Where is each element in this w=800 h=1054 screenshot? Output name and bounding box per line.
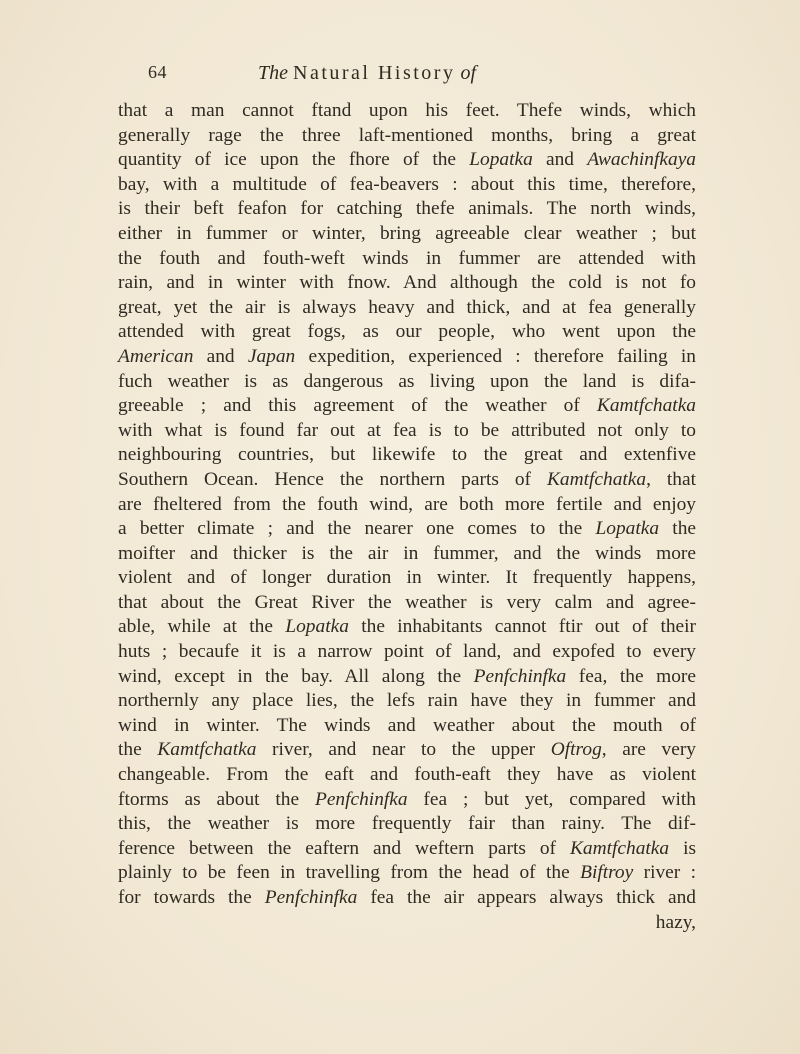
text-segment: is their beft feafon for catching thefe animals. The north winds, xyxy=(118,198,696,220)
text-line xyxy=(118,222,696,247)
text-line xyxy=(118,394,696,419)
running-head-the: The xyxy=(258,62,288,84)
text-segment: for towards the xyxy=(118,887,265,908)
text-segment: fea the air appears always thick and xyxy=(357,887,697,908)
text-segment: generally rage the three laft-mentioned months, bring a great xyxy=(118,124,696,146)
text-segment: northernly any place lies, the lefs rain have they in fummer and xyxy=(118,690,696,712)
text-segment: a better climate ; and the nearer one comes to the xyxy=(118,518,596,540)
text-line xyxy=(118,493,696,518)
text-line xyxy=(118,99,696,124)
text-segment: hazy, xyxy=(655,911,696,933)
running-head-of: of xyxy=(460,62,477,84)
text-line xyxy=(118,886,696,911)
text-segment: , are very xyxy=(601,739,696,761)
text-line xyxy=(118,320,696,345)
text-line xyxy=(118,812,696,837)
text-line xyxy=(118,714,696,739)
text-line xyxy=(118,615,696,640)
text-line xyxy=(118,197,696,222)
text-segment: the xyxy=(118,739,158,761)
text-segment: fuch weather is as dangerous as living upon the land is difa- xyxy=(118,370,696,392)
italic-term: Penfchinfka xyxy=(314,788,408,810)
text-segment: fea, the more xyxy=(566,665,696,687)
body-text xyxy=(118,99,696,935)
text-segment: river, and near to the upper xyxy=(256,739,551,761)
text-segment: and xyxy=(193,345,248,367)
italic-term: Awachinfkaya xyxy=(587,149,696,171)
text-line xyxy=(118,443,696,468)
text-line xyxy=(118,148,696,173)
text-segment: this, the weather is more frequently fair than rainy. The dif- xyxy=(118,813,696,835)
text-segment: able, while at the xyxy=(118,616,286,638)
text-segment: fea ; but yet, compared with xyxy=(407,788,696,810)
text-segment: Southern Ocean. Hence the northern parts of xyxy=(118,468,547,490)
text-line xyxy=(118,271,696,296)
text-segment: wind in winter. The winds and weather about the mouth of xyxy=(118,714,696,736)
text-segment: the xyxy=(659,518,696,540)
text-line xyxy=(118,345,696,370)
italic-term: Biftroy xyxy=(580,862,634,884)
text-segment: either in fummer or winter, bring agreeable clear weather ; but xyxy=(118,222,696,244)
text-segment: violent and of longer duration in winter. It frequently happens, xyxy=(118,567,696,589)
text-line xyxy=(118,566,696,591)
text-segment: the fouth and fouth-weft winds in fummer are attended with xyxy=(118,247,696,269)
text-segment: rain, and in winter with fnow. And although the cold is not fo xyxy=(118,272,696,294)
italic-term: Kamtfchatka xyxy=(157,739,257,761)
italic-term: Japan xyxy=(247,345,296,367)
text-segment: neighbouring countries, but likewife to the great and extenfive xyxy=(118,444,696,466)
text-line xyxy=(118,124,696,149)
text-segment: river : xyxy=(633,862,697,884)
text-line xyxy=(118,911,696,936)
italic-term: Kamtfchatka xyxy=(547,468,647,490)
text-segment: are fheltered from the fouth wind, are both more fertile and enjoy xyxy=(118,493,696,515)
running-head xyxy=(258,62,476,85)
text-segment: plainly to be feen in travelling from the head of the xyxy=(118,862,581,884)
text-segment: bay, with a multitude of fea-beavers : about this time, therefore, xyxy=(118,173,696,195)
italic-term: Lopatka xyxy=(595,518,660,540)
italic-term: Lopatka xyxy=(469,149,533,171)
text-line xyxy=(118,689,696,714)
italic-term: Penfchinfka xyxy=(264,887,358,908)
text-segment: is xyxy=(669,837,697,859)
text-segment: greeable ; and this agreement of the weather of xyxy=(118,395,597,417)
italic-term: Kamtfchatka xyxy=(570,837,670,859)
text-line xyxy=(118,837,696,862)
text-line xyxy=(118,419,696,444)
text-segment: great, yet the air is always heavy and thick, and at fea generally xyxy=(118,296,696,318)
text-segment: wind, except in the bay. All along the xyxy=(118,665,474,687)
text-line xyxy=(118,173,696,198)
text-line xyxy=(118,542,696,567)
text-line xyxy=(118,640,696,665)
page-header xyxy=(0,62,800,92)
italic-term: American xyxy=(118,345,194,367)
text-line xyxy=(118,247,696,272)
text-line xyxy=(118,517,696,542)
text-line xyxy=(118,591,696,616)
text-segment: huts ; becaufe it is a narrow point of land, and expofed to every xyxy=(118,641,696,663)
text-segment: with what is found far out at fea is to be attributed not only to xyxy=(118,419,696,441)
text-segment: the inhabitants cannot ftir out of their xyxy=(348,616,696,638)
italic-term: Oftrog xyxy=(550,739,602,761)
text-line xyxy=(118,861,696,886)
text-segment: ference between the eaftern and weftern parts of xyxy=(118,837,570,859)
text-segment: quantity of ice upon the fhore of the xyxy=(118,149,470,171)
text-segment: that about the Great River the weather is very calm and agree- xyxy=(118,591,696,613)
italic-term: Penfchinfka xyxy=(473,665,567,687)
text-line xyxy=(118,370,696,395)
page-number: 64 xyxy=(148,62,167,82)
text-line xyxy=(118,468,696,493)
text-segment: that a man cannot ftand upon his feet. Thefe winds, which xyxy=(118,100,696,121)
text-line xyxy=(118,788,696,813)
running-head-title: Natural History xyxy=(293,62,456,84)
italic-term: Kamtfchatka xyxy=(596,395,696,417)
text-line xyxy=(118,665,696,690)
text-line xyxy=(118,296,696,321)
italic-term: Lopatka xyxy=(285,616,349,638)
text-segment: , that xyxy=(646,468,696,490)
text-segment: expedition, experienced : therefore failing in xyxy=(295,345,696,367)
text-segment: attended with great fogs, as our people, who went upon the xyxy=(118,321,696,343)
text-segment: and xyxy=(532,149,588,171)
text-segment: changeable. From the eaft and fouth-eaft they have as violent xyxy=(118,764,696,786)
text-segment: moifter and thicker is the air in fummer, and the winds more xyxy=(118,542,696,564)
text-segment: ftorms as about the xyxy=(118,788,315,810)
text-line xyxy=(118,738,696,763)
text-line xyxy=(118,763,696,788)
